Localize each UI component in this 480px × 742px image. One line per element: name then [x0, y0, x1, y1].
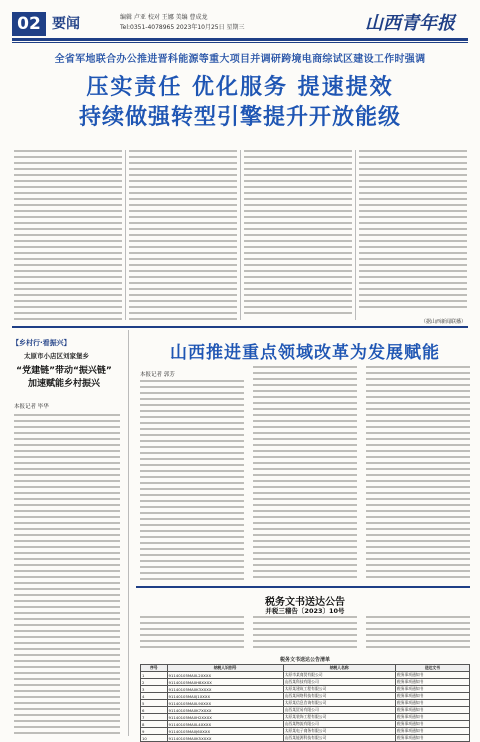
announcement-table [140, 664, 470, 742]
table-cell: 税务事项通知书 [395, 686, 469, 693]
table-cell: 山西某能源科技有限公司 [283, 735, 395, 742]
table-cell: 山西某贸易有限公司 [283, 707, 395, 714]
table-cell: 税务事项通知书 [395, 714, 469, 721]
table-cell: 山西某物流有限公司 [283, 721, 395, 728]
table-cell: 9 [141, 728, 168, 735]
table-cell: 税务事项通知书 [395, 735, 469, 742]
table-cell: 91140105MA0L4XXXX [167, 721, 283, 728]
table-cell: 税务事项通知书 [395, 721, 469, 728]
table-cell: 91140105MA0L9XXXX [167, 700, 283, 707]
table-cell: 4 [141, 693, 168, 700]
side-story-title-line2: 加速赋能乡村振兴 [27, 379, 100, 389]
table-cell: 山西某科技有限公司 [283, 679, 395, 686]
second-column-2 [253, 366, 357, 580]
table-cell: 太原某装饰工程有限公司 [283, 714, 395, 721]
table-row [141, 700, 470, 707]
column-divider [240, 150, 241, 320]
lead-signature: （据山西新闻联播） [420, 319, 466, 325]
lead-column-3 [244, 150, 352, 314]
table-cell: 91140105MA0K5XXXX [167, 735, 283, 742]
table-cell: 91140105MA0J1XXXX [167, 693, 283, 700]
table-header-row [141, 665, 470, 672]
table-cell: 税务事项通知书 [395, 693, 469, 700]
column-divider [128, 330, 129, 736]
table-cell: 5 [141, 700, 168, 707]
side-story-tag: 【乡村行·看振兴】 [12, 339, 71, 347]
table-cell: 10 [141, 735, 168, 742]
column-divider [355, 150, 356, 320]
second-byline: 本报记者 郭芳 [140, 372, 175, 378]
lead-column-4 [359, 150, 467, 310]
side-story-byline: 本报记者 毕华 [14, 404, 49, 410]
table-cell: 山西某网络科技有限公司 [283, 693, 395, 700]
table-cell: 太原某电子商务有限公司 [283, 728, 395, 735]
table-header-cell: 序号 [141, 665, 168, 672]
announcement-title: 税务文书送达公告 [265, 597, 345, 608]
table-cell: 太原某建筑工程有限公司 [283, 686, 395, 693]
table-row [141, 686, 470, 693]
table-cell: 91140105MA0H8XXXX [167, 679, 283, 686]
section-name: 要闻 [52, 16, 80, 32]
announcement-body-2 [253, 616, 357, 652]
table-cell: 7 [141, 714, 168, 721]
table-row [141, 679, 470, 686]
table-cell: 8 [141, 721, 168, 728]
second-column-1 [140, 380, 244, 580]
section-rule [12, 326, 468, 328]
lead-headline-line2: 持续做强转型引擎提升开放能级 [78, 105, 401, 130]
table-cell: 2 [141, 679, 168, 686]
table-cell: 91140105MA0K7XXXX [167, 707, 283, 714]
table-cell: 91140105MA0J6XXXX [167, 728, 283, 735]
table-row [141, 721, 470, 728]
table-row [141, 693, 470, 700]
table-cell: 91140105MA0L2XXXX [167, 672, 283, 679]
header-rule-thin [12, 42, 468, 43]
table-row [141, 735, 470, 742]
table-row [141, 672, 470, 679]
table-cell: 1 [141, 672, 168, 679]
column-divider [125, 150, 126, 320]
table-cell: 税务事项通知书 [395, 672, 469, 679]
svg-text:山西青年报: 山西青年报 [365, 13, 455, 34]
lead-headline-line1: 压实责任 优化服务 提速提效 [86, 75, 394, 100]
lead-column-1 [14, 150, 122, 320]
lead-kicker: 全省军地联合办公推进晋科能源等重大项目并调研跨境电商综试区建设工作时强调 [54, 54, 426, 65]
second-headline: 山西推进重点领域改革为发展赋能 [170, 343, 440, 363]
header-rule [12, 38, 468, 41]
table-cell: 税务事项通知书 [395, 728, 469, 735]
announcement-subtitle: 并税三稽告〔2023〕10号 [265, 607, 345, 615]
table-row [141, 714, 470, 721]
side-story-subtitle: 太原市小店区刘家堡乡 [24, 352, 89, 360]
side-story-body [14, 414, 120, 736]
editor-credits: 编辑 卢亚 校对 王娜 美编 曹成龙 [120, 14, 208, 21]
table-cell: 税务事项通知书 [395, 707, 469, 714]
table-row [141, 707, 470, 714]
table-cell: 3 [141, 686, 168, 693]
table-header-cell: 纳税人识别号 [167, 665, 283, 672]
side-story-title-line1: “党建链”带动“振兴链” [16, 366, 112, 376]
table-cell: 税务事项通知书 [395, 679, 469, 686]
table-header-cell: 送达文书 [395, 665, 469, 672]
second-column-3 [366, 366, 470, 580]
announcement-rule [136, 586, 470, 588]
table-cell: 91140105MA0K3XXXX [167, 686, 283, 693]
issue-date: Tel:0351-4078965 2023年10月25日 星期三 [120, 24, 245, 31]
lead-column-2 [129, 150, 237, 320]
table-header-cell: 纳税人名称 [283, 665, 395, 672]
table-cell: 税务事项通知书 [395, 700, 469, 707]
page-number: 02 [12, 12, 46, 36]
table-cell: 6 [141, 707, 168, 714]
table-row [141, 728, 470, 735]
announcement-body-3 [366, 616, 470, 652]
table-cell: 太原市某商贸有限公司 [283, 672, 395, 679]
table-cell: 太原某信息咨询有限公司 [283, 700, 395, 707]
table-cell: 91140105MA0H2XXXX [167, 714, 283, 721]
announcement-body-1 [140, 616, 244, 652]
masthead-logo [360, 8, 460, 36]
page-header [0, 0, 480, 40]
announcement-table-title: 税务文书送达公告清单 [279, 657, 330, 663]
